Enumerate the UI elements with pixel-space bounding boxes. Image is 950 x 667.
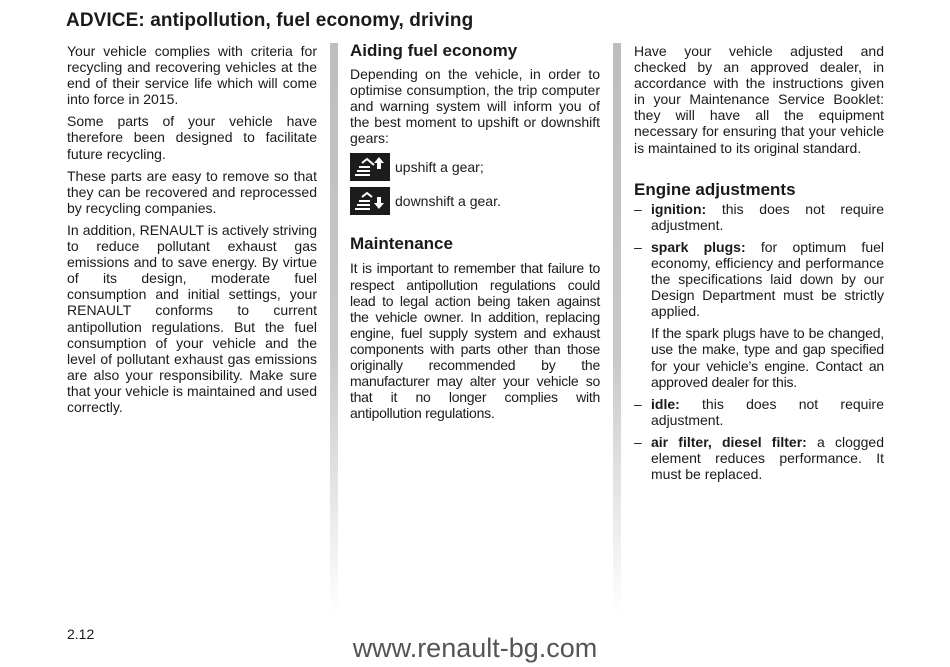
paragraph: It is important to remember that failure to respect antipollution regulations could lead to legal action being taken against the vehicle owner. In addition, replacing engine, fuel supply system and exhaust components with parts other than those originally recommended by the manufacturer may alter your vehicle so that it no longer complies with antipollution regulations. (350, 260, 600, 422)
paragraph: These parts are easy to remove so that they can be recovered and reprocessed by recycling companies. (67, 167, 317, 216)
upshift-label: upshift a gear; (395, 159, 484, 176)
list-dash: – (634, 200, 642, 217)
list-dash: – (634, 395, 642, 412)
list-item-text: this does not require adjustment. (651, 395, 884, 428)
downshift-row (350, 186, 600, 216)
downshift-label: downshift a gear. (395, 193, 501, 210)
upshift-gear-icon (350, 153, 390, 181)
adjustment-list (634, 201, 884, 483)
downshift-gear-icon (350, 187, 390, 215)
page-title: ADVICE: antipollution, fuel economy, driving (66, 10, 474, 31)
list-item-term: idle: (651, 395, 680, 412)
list-item-term: air filter, diesel filter: (651, 433, 807, 450)
page-number: 2.12 (67, 626, 95, 642)
column-recycling (67, 43, 317, 421)
section-heading-engine-adjustments: Engine adjustments (634, 179, 796, 199)
list-item (634, 239, 884, 390)
paragraph: In addition, RENAULT is actively striving to reduce pollutant exhaust gas emissions and to save energy. By virtue of its design, moderate fuel consumption and initial settings, your RENAULT conforms to current antipollution regulations. But the fuel consumption of your vehicle and the level of pollutant exhaust gas emissions are also your responsibility. Make sure that your vehicle is maintained and used correctly. (67, 221, 317, 415)
list-item (634, 434, 884, 482)
section-heading-maintenance: Maintenance (350, 234, 453, 254)
paragraph: Depending on the vehicle, in order to optimise consumption, the trip computer and warning system will inform you of the best moment to upshift or downshift gears: (350, 66, 600, 147)
paragraph: Your vehicle complies with criteria for recycling and recovering vehicles at the end of their service life which will come into force in 2015. (67, 43, 317, 108)
list-dash: – (634, 433, 642, 450)
column-divider (330, 43, 338, 615)
list-item-note: If the spark plugs have to be changed, use the make, type and gap specified for your vehicle’s engine. Contact an approved dealer for this. (651, 325, 884, 390)
paragraph: Some parts of your vehicle have therefore been designed to facilitate future recycling. (67, 113, 317, 162)
watermark-url: www.renault-bg.com (352, 633, 598, 663)
column-divider (613, 43, 621, 615)
list-item-text: a clogged element reduces performance. It must be replaced. (651, 433, 885, 483)
column-fuel-maintenance (350, 43, 600, 427)
section-heading-fuel-economy: Aiding fuel economy (350, 41, 518, 60)
list-dash: – (634, 238, 642, 255)
list-item (634, 201, 884, 233)
list-item-text: this does not require adjustment. (651, 200, 884, 233)
list-item-term: ignition: (651, 200, 707, 217)
list-item-text: for optimum fuel economy, efficiency and performance the specifications laid down by our Design Department must be strictly applied. (651, 238, 884, 320)
list-item-term: spark plugs: (651, 238, 746, 255)
paragraph: Have your vehicle adjusted and checked by an approved dealer, in accordance with the instructions given in your Maintenance Service Booklet: they will have all the equipment necessary for ensuring that your vehicle is maintained to its original standard. (634, 43, 884, 156)
upshift-row (350, 152, 600, 182)
column-engine-adjustments (634, 43, 884, 488)
list-item (634, 396, 884, 428)
